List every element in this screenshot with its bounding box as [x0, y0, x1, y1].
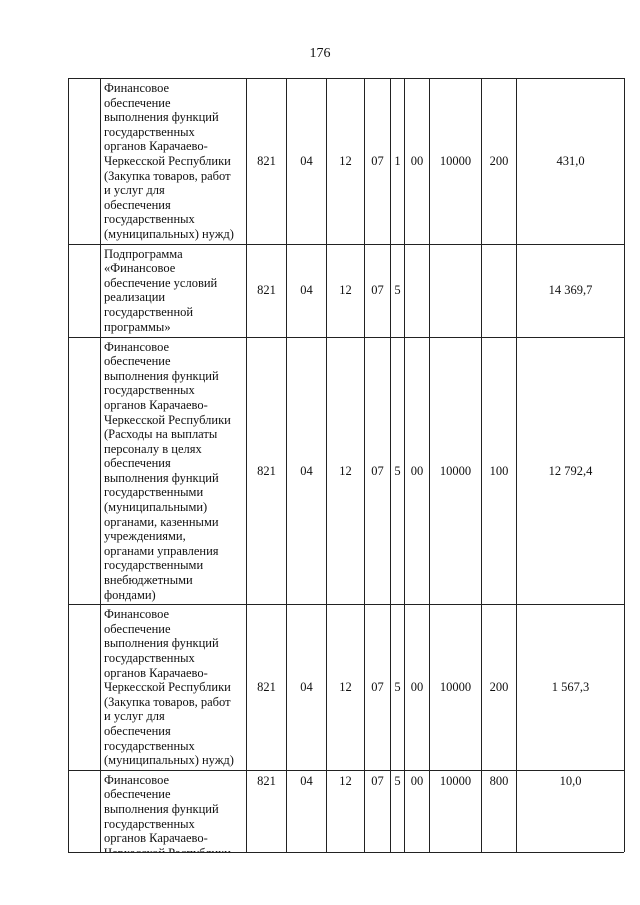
- ministry-cell: 821: [247, 337, 287, 605]
- subsection-cell: 12: [327, 79, 365, 245]
- subprogram-cell: 5: [391, 244, 405, 337]
- program-cell: 07: [365, 244, 391, 337]
- program-cell: 07: [365, 770, 391, 890]
- direction-cell: 10000: [430, 605, 482, 771]
- subprogram-cell: 5: [391, 770, 405, 890]
- section-cell: 04: [287, 605, 327, 771]
- amount-cell: 1 567,3: [517, 605, 625, 771]
- section-cell: 04: [287, 244, 327, 337]
- row-number-cell: [69, 337, 101, 605]
- subsection-cell: 12: [327, 337, 365, 605]
- main-event-cell: 00: [405, 605, 430, 771]
- subprogram-cell: 5: [391, 605, 405, 771]
- amount-cell: 14 369,7: [517, 244, 625, 337]
- amount-cell: 431,0: [517, 79, 625, 245]
- ministry-cell: 821: [247, 244, 287, 337]
- program-cell: 07: [365, 337, 391, 605]
- direction-cell: 10000: [430, 770, 482, 890]
- amount-cell: 12 792,4: [517, 337, 625, 605]
- direction-cell: 10000: [430, 79, 482, 245]
- program-cell: 07: [365, 79, 391, 245]
- section-cell: 04: [287, 770, 327, 890]
- ministry-cell: 821: [247, 770, 287, 890]
- subprogram-cell: 5: [391, 337, 405, 605]
- expense-type-cell: 200: [482, 605, 517, 771]
- direction-cell: 10000: [430, 337, 482, 605]
- main-event-cell: [405, 244, 430, 337]
- budget-table: [68, 78, 625, 891]
- expense-type-cell: [482, 244, 517, 337]
- row-number-cell: [69, 244, 101, 337]
- direction-cell: [430, 244, 482, 337]
- name-cell: Финансовое обеспечение выполнения функций государственных органов Карачаево- Черкесской Республики (Закупка товаров, работ и услуг для обеспечения государственных (муниципальных) нужд): [101, 605, 247, 771]
- ministry-cell: 821: [247, 605, 287, 771]
- subprogram-cell: 1: [391, 79, 405, 245]
- name-cell: Финансовое обеспечение выполнения функций государственных органов Карачаево- Черкесской Республики (Расходы на выплаты персоналу в целях обеспечения выполнения функций государственными (муниципальными) органами, казенными учреждениями, органами управления государственными внебюджетными фондами): [101, 337, 247, 605]
- table-row: [69, 337, 625, 605]
- main-event-cell: 00: [405, 337, 430, 605]
- page-number: 176: [309, 46, 331, 61]
- name-cell: Подпрограмма «Финансовое обеспечение условий реализации государственной программы»: [101, 244, 247, 337]
- name-cell: Финансовое обеспечение выполнения функций государственных органов Карачаево- Черкесской Республики (Закупка товаров, работ и услуг для обеспечения государственных (муниципальных) нужд): [101, 79, 247, 245]
- expense-type-cell: 100: [482, 337, 517, 605]
- subsection-cell: 12: [327, 244, 365, 337]
- section-cell: 04: [287, 79, 327, 245]
- name-cell: Финансовое обеспечение выполнения функций государственных органов Карачаево-: [101, 770, 247, 890]
- expense-type-cell: 800: [482, 770, 517, 890]
- expense-type-cell: 200: [482, 79, 517, 245]
- main-event-cell: 00: [405, 79, 430, 245]
- table-row: [69, 605, 625, 771]
- amount-cell: 10,0: [517, 770, 625, 890]
- table-cut-line: [68, 852, 624, 853]
- program-cell: 07: [365, 605, 391, 771]
- table-row: [69, 79, 625, 245]
- main-event-cell: 00: [405, 770, 430, 890]
- table-row: [69, 244, 625, 337]
- ministry-cell: 821: [247, 79, 287, 245]
- subsection-cell: 12: [327, 770, 365, 890]
- section-cell: 04: [287, 337, 327, 605]
- subsection-cell: 12: [327, 605, 365, 771]
- page-bottom-margin: [0, 852, 640, 905]
- row-number-cell: [69, 605, 101, 771]
- row-number-cell: [69, 79, 101, 245]
